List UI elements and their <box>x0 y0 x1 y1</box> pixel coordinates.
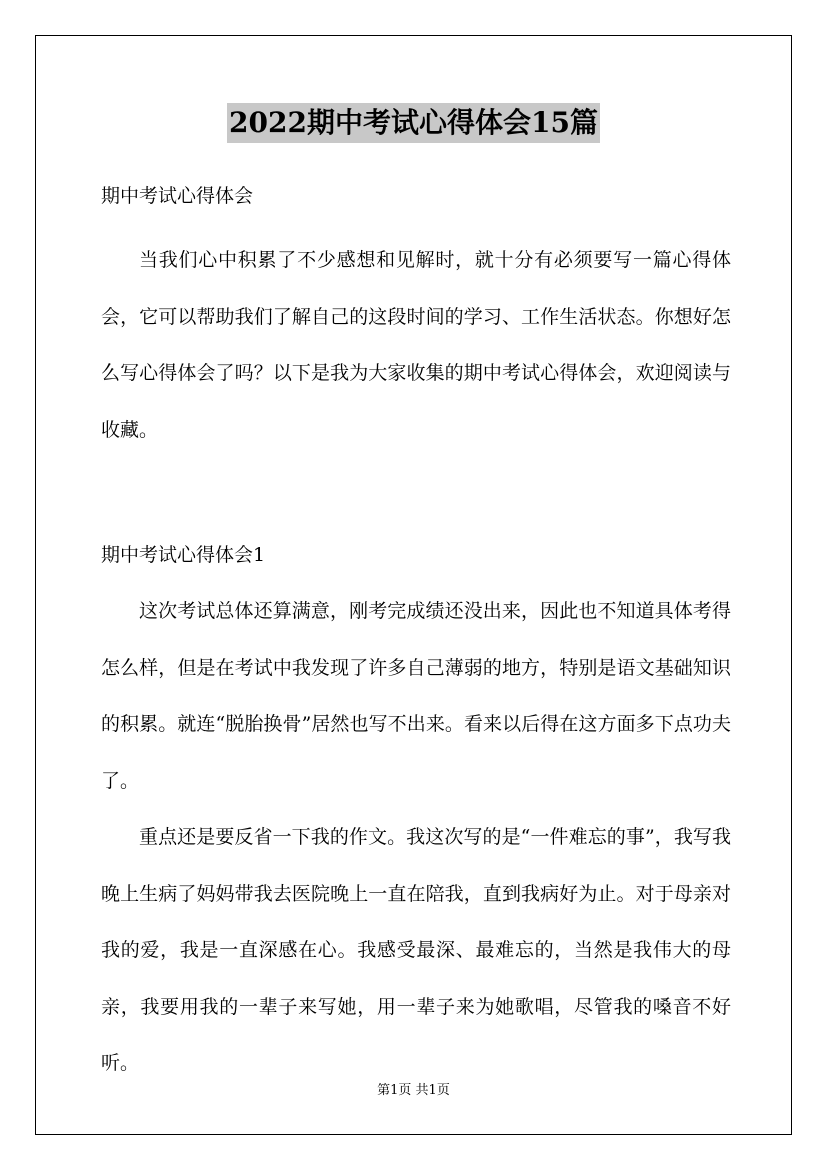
intro-paragraph: 当我们心中积累了不少感想和见解时，就十分有必须要写一篇心得体会，它可以帮助我们了解自己的这段时间的学习、工作生活状态。你想好怎么写心得体会了吗？以下是我为大家收集的期中考试心得体会，欢迎阅读与收藏。 <box>101 249 731 441</box>
section-1-heading: 期中考试心得体会1 <box>101 544 266 566</box>
section-1-paragraph-1: 这次考试总体还算满意，刚考完成绩还没出来，因此也不知道具体考得怎么样，但是在考试中我发现了许多自己薄弱的地方，特别是语文基础知识的积累。就连“脱胎换骨”居然也写不出来。看来以后得在这方面多下点功夫了。 <box>101 600 731 792</box>
title-container <box>0 103 827 143</box>
intro-heading: 期中考试心得体会 <box>101 185 254 207</box>
section-1-paragraph-2: 重点还是要反省一下我的作文。我这次写的是“一件难忘的事”，我写我晚上生病了妈妈带我去医院晚上一直在陪我，直到我病好为止。对于母亲对我的爱，我是一直深感在心。我感受最深、最难忘的，当然是我伟大的母亲，我要用我的一辈子来写她，用一辈子来为她歌唱，尽管我的嗓音不好听。 <box>101 826 731 1074</box>
page-footer: 第1页 共1页 <box>377 1083 450 1098</box>
document-title: 2022期中考试心得体会15篇 <box>227 103 600 143</box>
document-body <box>101 176 731 1092</box>
